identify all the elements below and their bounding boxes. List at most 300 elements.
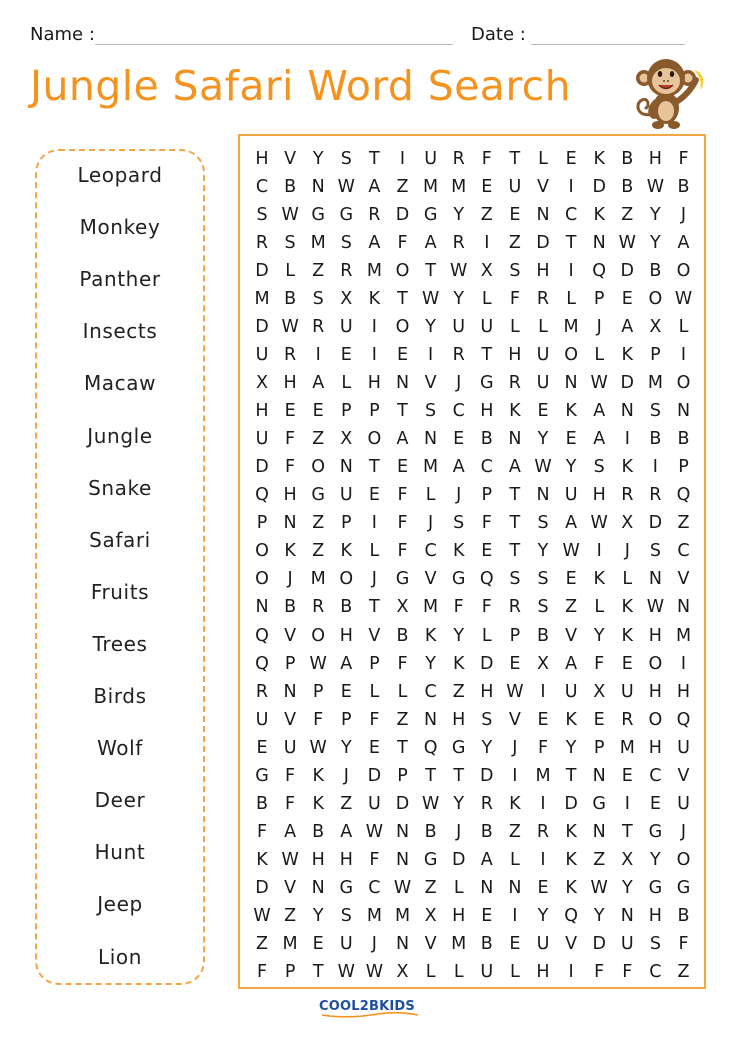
grid-letter[interactable]: O (395, 261, 410, 282)
grid-letter[interactable]: D (395, 793, 410, 814)
grid-letter[interactable]: F (369, 709, 380, 730)
grid-letter[interactable]: H (536, 961, 550, 982)
grid-letter[interactable]: L (453, 877, 464, 898)
grid-letter[interactable]: B (255, 793, 268, 814)
grid-letter[interactable]: U (536, 373, 550, 394)
grid-letter[interactable]: A (312, 373, 325, 394)
grid-letter[interactable]: K (368, 289, 381, 310)
grid-letter[interactable]: K (509, 401, 521, 422)
grid-letter[interactable]: J (456, 373, 462, 394)
grid-letter[interactable]: Y (537, 541, 549, 562)
grid-letter[interactable]: R (452, 149, 465, 169)
grid-letter[interactable]: K (621, 597, 634, 618)
grid-letter[interactable]: X (396, 961, 409, 982)
grid-letter[interactable]: I (540, 849, 546, 870)
grid-letter[interactable]: H (311, 849, 325, 870)
grid-letter[interactable]: K (621, 625, 634, 646)
grid-letter[interactable]: R (255, 233, 269, 254)
grid-letter[interactable]: B (284, 289, 297, 310)
grid-letter[interactable]: F (397, 233, 408, 254)
grid-letter[interactable]: O (564, 345, 578, 366)
grid-letter[interactable]: K (284, 541, 296, 562)
grid-letter[interactable]: Y (425, 317, 436, 338)
grid-letter[interactable]: Q (255, 653, 269, 674)
grid-letter[interactable]: J (512, 737, 518, 758)
grid-letter[interactable]: Z (256, 933, 268, 954)
grid-letter[interactable]: A (368, 177, 381, 198)
grid-letter[interactable]: O (676, 373, 691, 394)
grid-letter[interactable]: U (339, 317, 353, 338)
grid-letter[interactable]: S (509, 569, 521, 590)
grid-letter[interactable]: J (343, 765, 349, 786)
grid-letter[interactable]: L (425, 961, 436, 982)
grid-letter[interactable]: N (283, 513, 297, 534)
grid-letter[interactable]: E (565, 429, 577, 450)
grid-letter[interactable]: G (311, 205, 325, 226)
grid-letter[interactable]: W (450, 261, 468, 282)
grid-letter[interactable]: W (562, 541, 580, 562)
grid-letter[interactable]: D (255, 261, 269, 282)
grid-letter[interactable]: O (311, 625, 326, 646)
grid-letter[interactable]: E (649, 793, 661, 814)
grid-letter[interactable]: W (309, 653, 327, 674)
grid-letter[interactable]: C (677, 541, 690, 562)
grid-letter[interactable]: T (509, 541, 521, 562)
grid-letter[interactable]: I (652, 457, 658, 478)
grid-letter[interactable]: B (284, 177, 297, 198)
grid-letter[interactable]: O (648, 289, 663, 310)
grid-letter[interactable]: S (537, 513, 549, 534)
grid-letter[interactable]: Z (508, 821, 521, 842)
grid-letter[interactable]: E (284, 401, 296, 422)
grid-letter[interactable]: R (536, 821, 550, 842)
grid-letter[interactable]: X (621, 849, 634, 870)
grid-letter[interactable]: Y (621, 877, 633, 898)
grid-letter[interactable]: Z (565, 597, 578, 618)
grid-letter[interactable]: U (339, 485, 353, 506)
grid-letter[interactable]: F (481, 513, 492, 534)
grid-letter[interactable]: D (480, 765, 494, 786)
grid-letter[interactable]: Z (396, 709, 409, 730)
grid-letter[interactable]: T (369, 457, 380, 478)
grid-letter[interactable]: N (676, 401, 691, 422)
grid-letter[interactable]: L (566, 289, 576, 310)
grid-letter[interactable]: W (534, 457, 552, 478)
grid-letter[interactable]: F (369, 849, 380, 870)
grid-letter[interactable]: U (255, 429, 269, 450)
grid-letter[interactable]: N (255, 597, 269, 618)
grid-letter[interactable]: S (649, 541, 661, 562)
grid-letter[interactable]: Q (592, 261, 607, 282)
grid-letter[interactable]: V (565, 933, 578, 954)
grid-letter[interactable]: W (506, 681, 524, 702)
grid-letter[interactable]: G (423, 849, 438, 870)
grid-letter[interactable]: V (508, 709, 521, 730)
grid-letter[interactable]: U (255, 709, 269, 730)
grid-letter[interactable]: R (452, 233, 465, 254)
grid-letter[interactable]: V (284, 625, 297, 646)
grid-letter[interactable]: F (594, 653, 605, 674)
grid-letter[interactable]: W (421, 289, 440, 310)
grid-letter[interactable]: H (648, 905, 662, 926)
grid-letter[interactable]: E (509, 933, 521, 954)
grid-letter[interactable]: G (676, 877, 691, 898)
grid-letter[interactable]: M (423, 597, 439, 618)
grid-letter[interactable]: R (508, 373, 521, 394)
grid-letter[interactable]: I (680, 345, 687, 366)
grid-letter[interactable]: F (537, 737, 549, 758)
grid-letter[interactable]: L (369, 681, 380, 702)
grid-letter[interactable]: K (565, 849, 577, 870)
grid-letter[interactable]: D (564, 793, 578, 814)
grid-letter[interactable]: D (255, 877, 269, 898)
grid-letter[interactable]: T (565, 233, 577, 254)
grid-letter[interactable]: A (284, 821, 297, 842)
grid-letter[interactable]: F (285, 429, 296, 450)
grid-letter[interactable]: Z (312, 541, 325, 562)
grid-letter[interactable]: D (480, 653, 494, 674)
grid-letter[interactable]: A (593, 429, 606, 450)
grid-letter[interactable]: A (396, 429, 409, 450)
grid-letter[interactable]: Y (593, 905, 605, 926)
grid-letter[interactable]: S (649, 933, 661, 954)
grid-letter[interactable]: J (596, 317, 602, 338)
grid-letter[interactable]: C (424, 541, 437, 562)
grid-letter[interactable]: K (312, 765, 324, 786)
grid-letter[interactable]: Y (425, 653, 436, 674)
grid-letter[interactable]: X (340, 429, 353, 450)
grid-letter[interactable]: D (592, 177, 606, 198)
grid-letter[interactable]: V (284, 149, 297, 169)
grid-letter[interactable]: B (480, 821, 493, 842)
grid-letter[interactable]: U (508, 177, 522, 198)
grid-letter[interactable]: E (621, 653, 633, 674)
grid-letter[interactable]: P (312, 681, 324, 702)
grid-letter[interactable]: V (284, 877, 297, 898)
grid-letter[interactable]: B (424, 821, 437, 842)
grid-letter[interactable]: G (339, 877, 354, 898)
grid-letter[interactable]: P (256, 513, 268, 534)
grid-letter[interactable]: D (592, 933, 606, 954)
grid-letter[interactable]: Y (565, 737, 577, 758)
grid-letter[interactable]: S (649, 401, 661, 422)
grid-letter[interactable]: K (452, 653, 465, 674)
grid-letter[interactable]: B (480, 429, 493, 450)
grid-letter[interactable]: F (481, 149, 492, 169)
grid-letter[interactable]: M (423, 457, 439, 478)
grid-letter[interactable]: K (424, 625, 437, 646)
grid-letter[interactable]: L (369, 541, 380, 562)
grid-letter[interactable]: R (649, 485, 662, 506)
grid-letter[interactable]: B (677, 429, 690, 450)
grid-letter[interactable]: U (620, 933, 634, 954)
grid-letter[interactable]: P (284, 961, 296, 982)
grid-letter[interactable]: U (536, 933, 550, 954)
grid-letter[interactable]: W (421, 793, 440, 814)
grid-letter[interactable]: I (512, 905, 518, 926)
grid-letter[interactable]: T (369, 597, 380, 618)
grid-letter[interactable]: N (564, 373, 578, 394)
grid-letter[interactable]: F (397, 653, 408, 674)
grid-letter[interactable]: E (340, 345, 352, 366)
grid-letter[interactable]: T (397, 401, 408, 422)
grid-letter[interactable]: Z (312, 261, 325, 282)
grid-letter[interactable]: N (648, 569, 662, 590)
grid-letter[interactable]: W (590, 373, 608, 394)
grid-letter[interactable]: V (677, 569, 690, 590)
grid-letter[interactable]: U (564, 681, 578, 702)
grid-letter[interactable]: E (396, 345, 409, 366)
grid-letter[interactable]: T (397, 737, 408, 758)
grid-letter[interactable]: A (593, 401, 606, 422)
grid-letter[interactable]: N (311, 177, 325, 198)
grid-letter[interactable]: H (452, 905, 466, 926)
grid-letter[interactable]: A (424, 233, 437, 254)
grid-letter[interactable]: S (284, 233, 296, 254)
grid-letter[interactable]: I (428, 345, 434, 366)
grid-letter[interactable]: G (395, 569, 410, 590)
grid-letter[interactable]: I (371, 513, 377, 534)
grid-letter[interactable]: D (255, 317, 269, 338)
grid-letter[interactable]: B (621, 177, 634, 198)
grid-letter[interactable]: N (536, 205, 550, 226)
grid-letter[interactable]: D (367, 765, 382, 786)
grid-letter[interactable]: J (456, 485, 462, 506)
grid-letter[interactable]: E (481, 177, 493, 198)
grid-letter[interactable]: O (339, 569, 354, 590)
grid-letter[interactable]: X (424, 905, 437, 926)
grid-letter[interactable]: M (619, 737, 635, 758)
grid-letter[interactable]: H (255, 149, 269, 169)
grid-letter[interactable]: E (565, 149, 577, 169)
grid-letter[interactable]: Y (453, 793, 465, 814)
grid-letter[interactable]: P (397, 765, 408, 786)
grid-letter[interactable]: Y (537, 905, 549, 926)
grid-letter[interactable]: S (340, 149, 352, 169)
grid-letter[interactable]: L (594, 345, 605, 366)
grid-letter[interactable]: P (341, 513, 352, 534)
grid-letter[interactable]: Y (453, 205, 465, 226)
grid-letter[interactable]: Y (565, 457, 577, 478)
grid-letter[interactable]: R (508, 597, 521, 618)
grid-letter[interactable]: V (677, 765, 690, 786)
grid-letter[interactable]: C (452, 401, 465, 422)
grid-letter[interactable]: G (451, 737, 466, 758)
grid-letter[interactable]: G (423, 205, 438, 226)
grid-letter[interactable]: I (568, 261, 574, 282)
grid-letter[interactable]: X (256, 373, 268, 394)
grid-letter[interactable]: J (456, 821, 462, 842)
grid-letter[interactable]: A (565, 653, 578, 674)
grid-letter[interactable]: N (592, 233, 606, 254)
grid-letter[interactable]: S (312, 289, 324, 310)
date-field[interactable] (531, 44, 685, 45)
grid-letter[interactable]: Q (423, 737, 438, 758)
grid-letter[interactable]: M (451, 933, 467, 954)
grid-letter[interactable]: E (621, 289, 633, 310)
grid-letter[interactable]: J (287, 569, 293, 590)
grid-letter[interactable]: W (618, 233, 636, 254)
grid-letter[interactable]: U (255, 345, 269, 366)
grid-letter[interactable]: J (680, 205, 687, 226)
grid-letter[interactable]: P (341, 709, 352, 730)
grid-letter[interactable]: Y (537, 429, 549, 450)
grid-letter[interactable]: N (424, 429, 438, 450)
grid-letter[interactable]: K (256, 849, 268, 870)
grid-letter[interactable]: J (680, 821, 687, 842)
grid-letter[interactable]: Y (650, 233, 661, 254)
grid-letter[interactable]: P (593, 289, 605, 310)
grid-letter[interactable]: S (340, 905, 352, 926)
grid-letter[interactable]: W (590, 513, 608, 534)
grid-letter[interactable]: N (395, 933, 410, 954)
grid-letter[interactable]: Q (479, 569, 494, 590)
grid-letter[interactable]: E (565, 569, 577, 590)
grid-letter[interactable]: M (394, 905, 411, 926)
grid-letter[interactable]: T (425, 765, 436, 786)
grid-letter[interactable]: I (315, 345, 321, 366)
grid-letter[interactable]: A (340, 821, 353, 842)
grid-letter[interactable]: H (536, 261, 550, 282)
grid-letter[interactable]: Z (452, 681, 465, 702)
grid-letter[interactable]: M (282, 933, 298, 954)
grid-letter[interactable]: C (368, 877, 381, 898)
grid-letter[interactable]: Q (255, 485, 269, 506)
grid-letter[interactable]: C (649, 961, 662, 982)
grid-letter[interactable]: C (564, 205, 578, 226)
grid-letter[interactable]: T (481, 345, 493, 366)
grid-letter[interactable]: U (283, 737, 297, 758)
grid-letter[interactable]: D (620, 261, 635, 282)
grid-letter[interactable]: H (452, 709, 466, 730)
grid-letter[interactable]: G (480, 373, 494, 394)
grid-letter[interactable]: E (621, 765, 633, 786)
grid-letter[interactable]: G (311, 485, 325, 506)
grid-letter[interactable]: M (310, 569, 326, 590)
grid-letter[interactable]: F (256, 821, 268, 842)
grid-letter[interactable]: F (678, 933, 689, 954)
grid-letter[interactable]: Y (312, 905, 324, 926)
grid-letter[interactable]: R (368, 205, 381, 226)
grid-letter[interactable]: Q (676, 485, 691, 506)
grid-letter[interactable]: B (677, 905, 690, 926)
grid-letter[interactable]: Z (424, 877, 437, 898)
grid-letter[interactable]: M (310, 233, 326, 254)
grid-letter[interactable]: T (425, 261, 436, 282)
grid-letter[interactable]: A (621, 317, 634, 338)
grid-letter[interactable]: L (622, 569, 633, 590)
grid-letter[interactable]: E (312, 933, 324, 954)
grid-letter[interactable]: R (621, 485, 634, 506)
grid-letter[interactable]: Z (396, 177, 409, 198)
grid-letter[interactable]: L (538, 317, 548, 338)
grid-letter[interactable]: J (428, 513, 434, 534)
grid-letter[interactable]: Z (621, 205, 634, 226)
grid-letter[interactable]: Y (650, 205, 661, 226)
grid-letter[interactable]: L (510, 849, 520, 870)
grid-letter[interactable]: K (593, 205, 605, 226)
grid-letter[interactable]: U (452, 317, 466, 338)
grid-letter[interactable]: E (453, 429, 465, 450)
grid-letter[interactable]: N (508, 429, 522, 450)
grid-letter[interactable]: A (565, 513, 578, 534)
grid-letter[interactable]: H (480, 681, 494, 702)
grid-letter[interactable]: S (453, 513, 465, 534)
grid-letter[interactable]: W (674, 289, 693, 310)
grid-letter[interactable]: T (565, 765, 577, 786)
grid-letter[interactable]: E (256, 737, 268, 758)
grid-letter[interactable]: Z (480, 205, 493, 226)
grid-letter[interactable]: E (537, 401, 549, 422)
grid-letter[interactable]: A (452, 457, 465, 478)
grid-letter[interactable]: Y (453, 289, 465, 310)
grid-letter[interactable]: G (451, 569, 466, 590)
grid-letter[interactable]: V (424, 569, 437, 590)
grid-letter[interactable]: B (536, 625, 549, 646)
grid-letter[interactable]: I (512, 765, 518, 786)
grid-letter[interactable]: N (676, 597, 691, 618)
grid-letter[interactable]: F (678, 149, 689, 169)
grid-letter[interactable]: O (255, 541, 269, 562)
grid-letter[interactable]: B (340, 597, 353, 618)
grid-letter[interactable]: H (592, 485, 606, 506)
grid-letter[interactable]: H (648, 737, 662, 758)
grid-letter[interactable]: H (283, 373, 297, 394)
grid-letter[interactable]: U (424, 149, 437, 169)
grid-letter[interactable]: U (536, 345, 550, 366)
grid-letter[interactable]: W (281, 317, 299, 338)
grid-letter[interactable]: K (593, 149, 605, 169)
grid-letter[interactable]: W (281, 849, 299, 870)
grid-letter[interactable]: B (649, 261, 662, 282)
grid-letter[interactable]: D (648, 513, 663, 534)
grid-letter[interactable]: H (339, 625, 353, 646)
grid-letter[interactable]: N (311, 877, 325, 898)
grid-letter[interactable]: I (371, 345, 377, 366)
grid-letter[interactable]: N (395, 821, 410, 842)
grid-letter[interactable]: Y (593, 625, 605, 646)
grid-letter[interactable]: F (285, 765, 296, 786)
grid-letter[interactable]: Q (676, 709, 691, 730)
grid-letter[interactable]: H (480, 401, 494, 422)
grid-letter[interactable]: S (509, 261, 521, 282)
grid-letter[interactable]: W (646, 177, 665, 198)
grid-letter[interactable]: E (593, 709, 605, 730)
grid-letter[interactable]: D (255, 457, 269, 478)
grid-letter[interactable]: Y (481, 737, 493, 758)
grid-letter[interactable]: R (312, 597, 325, 618)
grid-letter[interactable]: E (509, 653, 521, 674)
grid-letter[interactable]: T (509, 513, 521, 534)
grid-letter[interactable]: E (368, 737, 380, 758)
grid-letter[interactable]: P (369, 401, 380, 422)
grid-letter[interactable]: W (281, 205, 299, 226)
grid-letter[interactable]: V (424, 373, 437, 394)
grid-letter[interactable]: B (649, 429, 662, 450)
grid-letter[interactable]: Z (508, 233, 521, 254)
grid-letter[interactable]: J (371, 569, 377, 590)
grid-letter[interactable]: I (624, 793, 630, 814)
grid-letter[interactable]: F (622, 961, 633, 982)
grid-letter[interactable]: W (337, 961, 355, 982)
grid-letter[interactable]: N (620, 905, 634, 926)
grid-letter[interactable]: O (255, 569, 269, 590)
grid-letter[interactable]: T (312, 961, 324, 982)
grid-letter[interactable]: K (565, 877, 577, 898)
grid-letter[interactable]: G (592, 793, 606, 814)
grid-letter[interactable]: K (565, 821, 577, 842)
grid-letter[interactable]: F (285, 457, 296, 478)
